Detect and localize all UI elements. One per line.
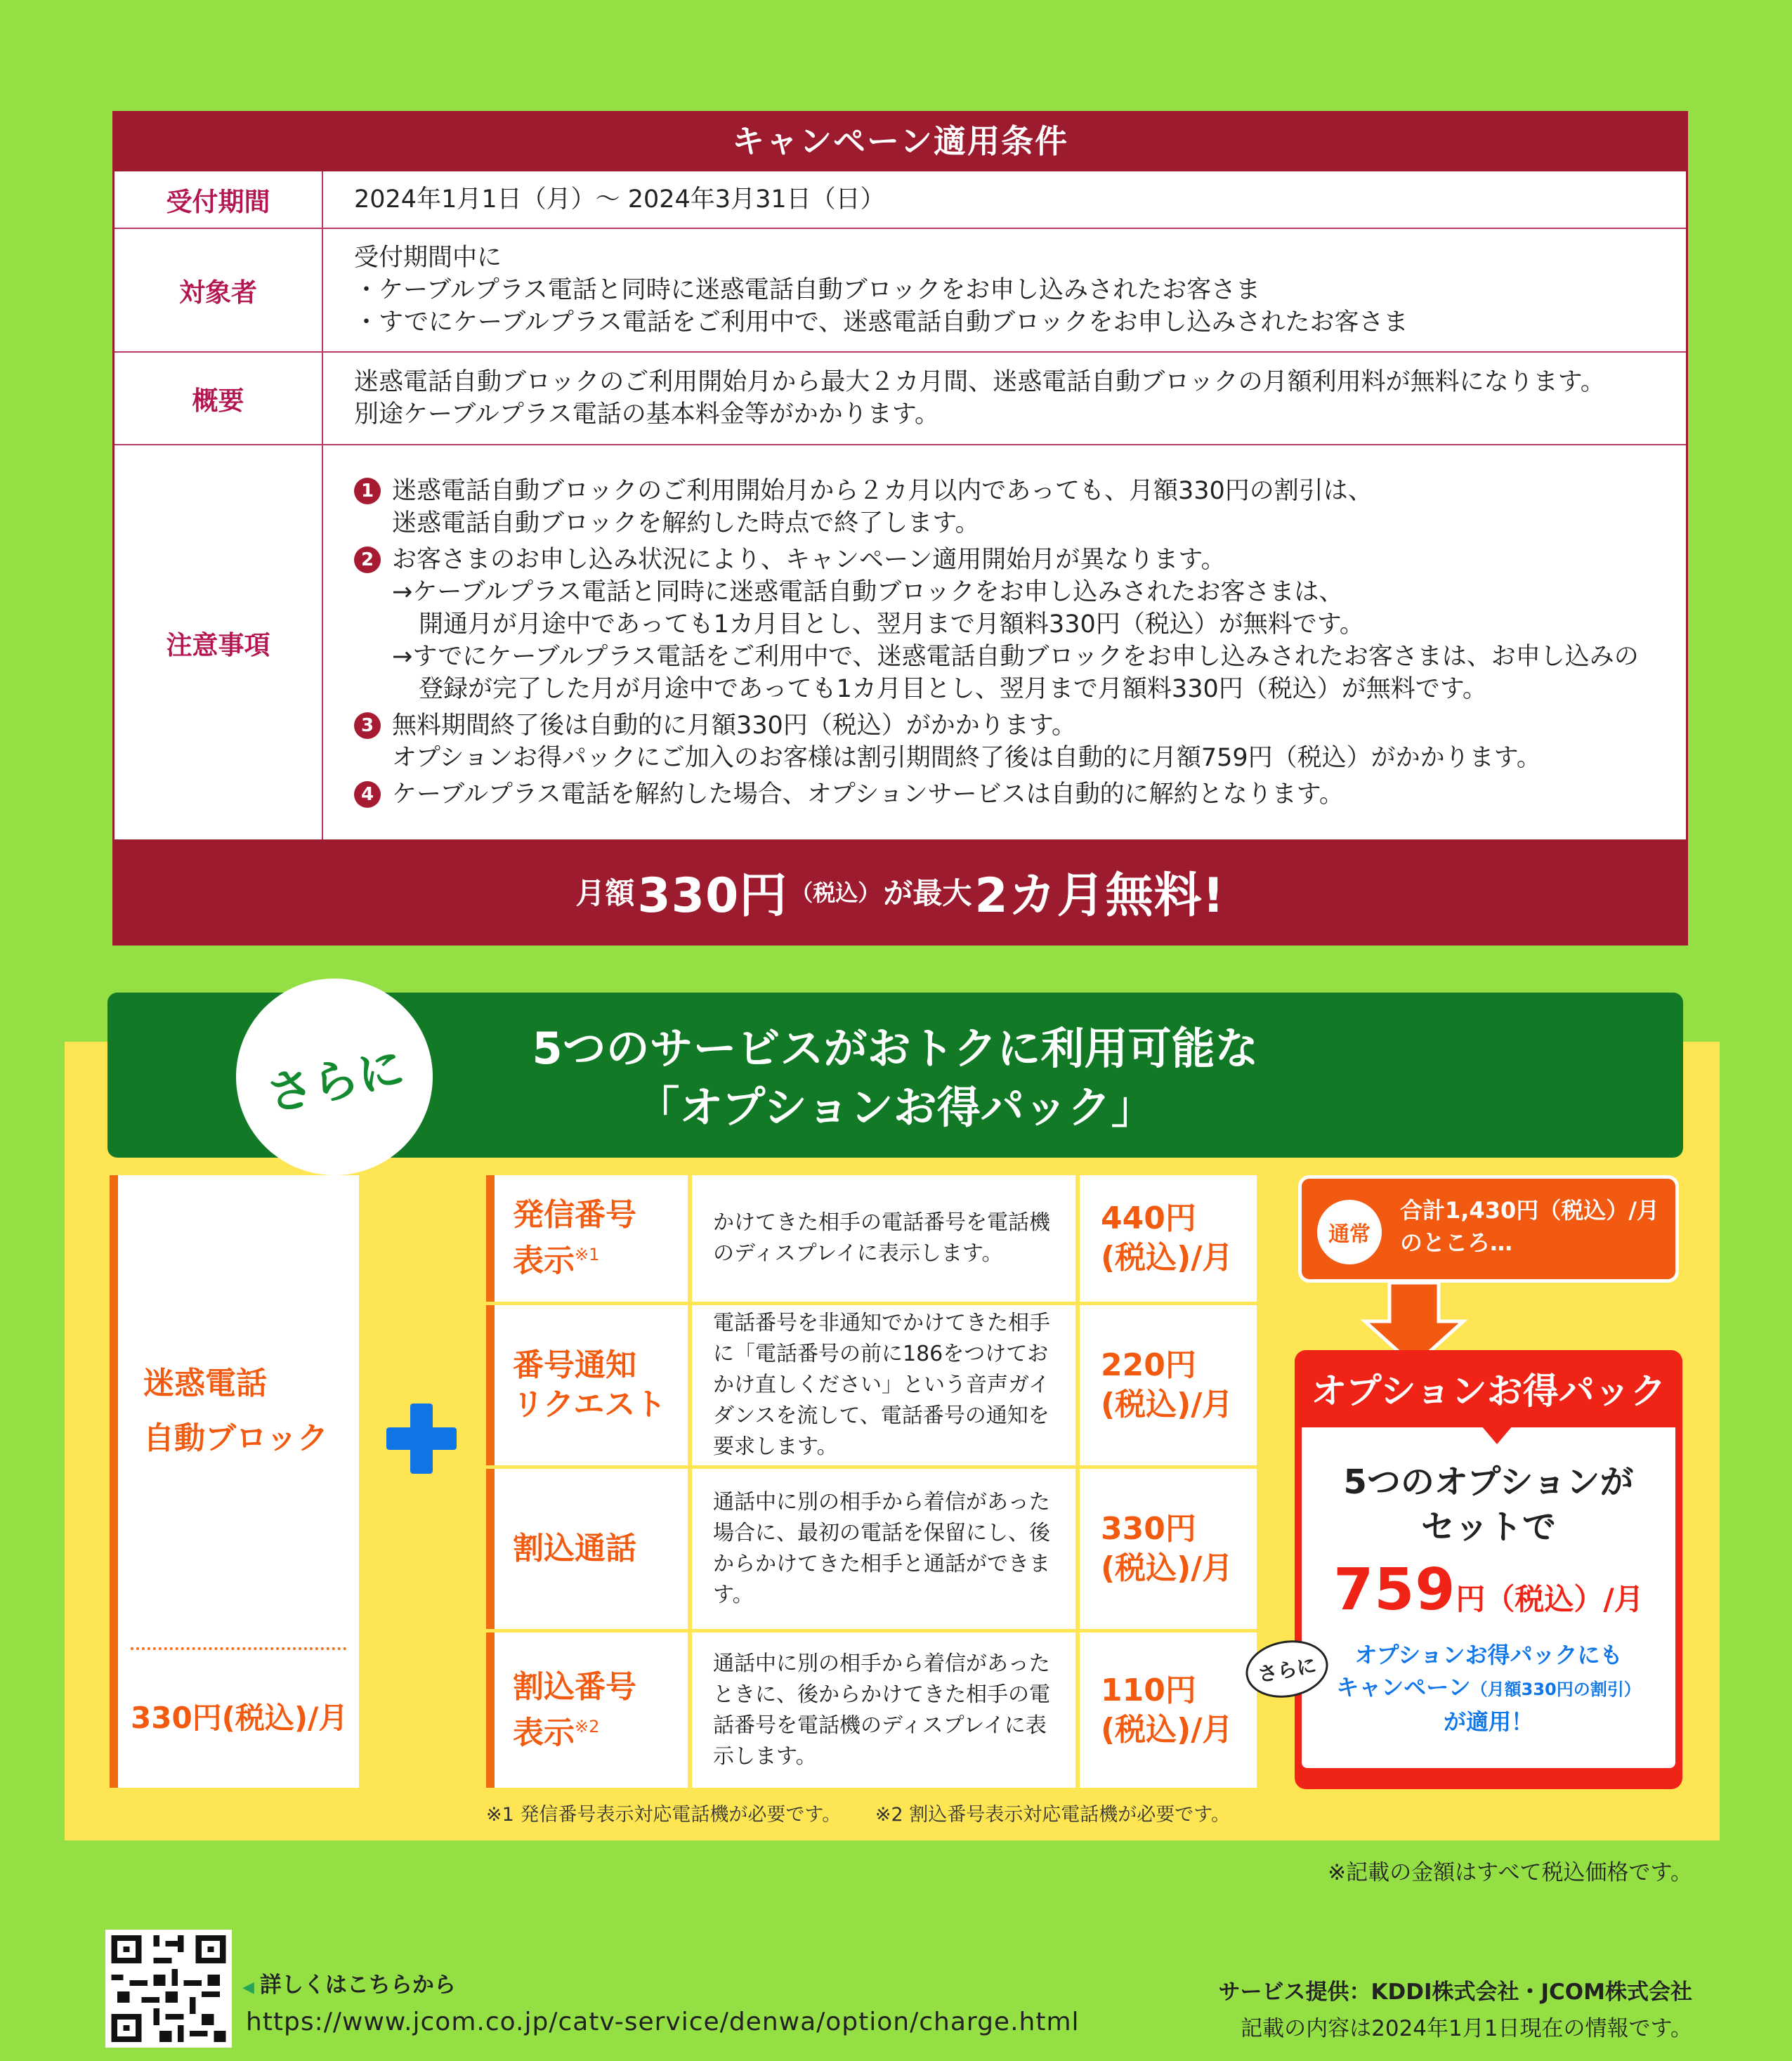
- note-text: オプションお得パックにご加入のお客様は割引期間終了後は自動的に月額759円（税込）がかかります。: [392, 743, 1541, 772]
- period-value: 2024年1月1日（月）〜 2024年3月31日（日）: [354, 185, 885, 214]
- base-service-name: 自動ブロック: [143, 1420, 329, 1456]
- note-text: ケーブルプラス電話を解約した場合、オプションサービスは自動的に解約となります。: [392, 780, 1344, 809]
- pack-price: [1302, 1557, 1675, 1623]
- campaign-table: [115, 171, 1686, 839]
- service-provider: サービス提供：KDDI株式会社・JCOM株式会社: [1218, 1980, 1692, 2005]
- footnote: ※1 発信番号表示対応電話機が必要です。: [486, 1804, 842, 1826]
- target-line: ・すでにケーブルプラス電話をご利用中で、迷惑電話自動ブロックをお申し込みされたお客さま: [354, 308, 1408, 336]
- info-url-link[interactable]: https://www.jcom.co.jp/catv-service/denwa/option/charge.html: [246, 2008, 1080, 2036]
- row-notes: [115, 444, 1686, 839]
- banner-line: 5つのサービスがおトクに利用可能な: [532, 1023, 1259, 1074]
- service-row: [486, 1305, 1257, 1465]
- plus-icon: [386, 1404, 457, 1474]
- target-label: 対象者: [115, 229, 323, 351]
- usual-price-box: [1298, 1175, 1679, 1283]
- campaign-title: キャンペーン適用条件: [731, 122, 1069, 160]
- note-text: 無料期間終了後は自動的に月額330円（税込）がかかります。: [392, 711, 1077, 740]
- banner-line: 「オプションお得パック」: [636, 1082, 1155, 1133]
- note-1: [354, 475, 1686, 507]
- target-line: ・ケーブルプラス電話と同時に迷惑電話自動ブロックをお申し込みされたお客さま: [354, 276, 1261, 304]
- as-of-date: 記載の内容は2024年1月1日現在の情報です。: [1241, 2016, 1692, 2041]
- note-4: [354, 778, 1686, 811]
- service-row: [486, 1469, 1257, 1629]
- service-desc: 電話番号を非通知でかけてきた相手に「電話番号の前に186をつけておかけ直しください」という音声ガイダンスを流して、電話番号の通知を要求します。: [692, 1305, 1075, 1465]
- headline-part: （税込）: [790, 879, 881, 906]
- note-text: 開通月が月途中であっても1カ月目とし、翌月まで月額料330円（税込）が無料です。: [419, 610, 1364, 639]
- note-text: 登録が完了した月が月途中であっても1カ月目とし、翌月まで月額料330円（税込）が無料です。: [419, 674, 1487, 703]
- footnote-mark: ※1: [575, 1245, 600, 1265]
- pack-price-unit: 円（税込）/月: [1456, 1582, 1644, 1616]
- triangle-left-icon: ◀: [242, 1979, 254, 1996]
- note-text: 迷惑電話自動ブロックを解約した時点で終了します。: [392, 509, 980, 537]
- usual-line: のところ…: [1400, 1229, 1513, 1256]
- summary-line: 別途ケーブルプラス電話の基本料金等がかかります。: [354, 400, 940, 428]
- sarani-badge: さらに: [218, 960, 451, 1193]
- service-price: 440円: [1101, 1200, 1196, 1236]
- service-name: 番号通知: [513, 1347, 636, 1383]
- campaign-headline: [115, 839, 1686, 943]
- service-price-unit: (税込)/月: [1101, 1240, 1234, 1276]
- headline-price: 330円: [637, 868, 788, 924]
- option-pack-box: [1295, 1350, 1682, 1789]
- more-info-text: 詳しくはこちらから: [259, 1972, 456, 1998]
- note-text: →ケーブルプラス電話と同時に迷惑電話自動ブロックをお申し込みされたお客さまは、: [392, 577, 1344, 606]
- footnote-mark: ※2: [575, 1716, 600, 1736]
- summary-line: 迷惑電話自動ブロックのご利用開始月から最大２カ月間、迷惑電話自動ブロックの月額利用料が無料になります。: [354, 368, 1605, 396]
- service-desc: 通話中に別の相手から着信があった場合に、最初の電話を保留にし、後からかけてきた相手と通話ができます。: [692, 1469, 1075, 1629]
- headline-part: 月額: [575, 876, 635, 910]
- service-desc: かけてきた相手の電話番号を電話機のディスプレイに表示します。: [692, 1175, 1075, 1302]
- pack-title: オプションお得パック: [1311, 1371, 1666, 1413]
- number-1-icon: 1: [354, 478, 381, 504]
- row-target: [115, 228, 1686, 351]
- base-service-name: 迷惑電話: [143, 1366, 267, 1401]
- base-service-card: [110, 1175, 359, 1788]
- service-name: 発信番号: [513, 1197, 636, 1234]
- service-name: 割込番号: [513, 1668, 636, 1705]
- notes-label: 注意事項: [115, 445, 323, 839]
- headline-part: が最大: [883, 876, 972, 910]
- note-text: お客さまのお申し込み状況により、キャンペーン適用開始月が異なります。: [392, 545, 1226, 574]
- number-4-icon: 4: [354, 781, 381, 808]
- sarani-bubble: さらに: [1241, 1634, 1333, 1703]
- summary-label: 概要: [115, 353, 323, 444]
- pack-line: セットで: [1420, 1507, 1556, 1547]
- service-price: 220円: [1101, 1347, 1196, 1383]
- service-name: リクエスト: [513, 1387, 667, 1422]
- service-name: 表示: [513, 1243, 575, 1279]
- note-3: [354, 709, 1686, 742]
- divider: [131, 1647, 346, 1650]
- pack-line: 5つのオプションが: [1343, 1463, 1634, 1502]
- tax-note: ※記載の金額はすべて税込価格です。: [1328, 1860, 1692, 1885]
- service-desc: 通話中に別の相手から着信があったときに、後からかけてきた相手の電話番号を電話機のディスプレイに表示します。: [692, 1633, 1075, 1788]
- footnotes: [486, 1799, 1230, 1826]
- pack-campaign: [1302, 1639, 1675, 1738]
- pack-campaign-line: オプションお得パックにも: [1354, 1642, 1623, 1668]
- row-summary: [115, 351, 1686, 444]
- campaign-conditions: [112, 111, 1688, 946]
- service-price-unit: (税込)/月: [1101, 1711, 1234, 1748]
- service-price-unit: (税込)/月: [1101, 1550, 1234, 1586]
- period-label: 受付期間: [115, 171, 323, 228]
- service-price-unit: (税込)/月: [1101, 1387, 1234, 1422]
- row-period: [115, 171, 1686, 228]
- usual-line: 合計1,430円（税込）/月: [1400, 1197, 1659, 1224]
- headline-free: 2カ月無料!: [974, 868, 1225, 924]
- more-info: [242, 1967, 456, 1998]
- service-row: [486, 1633, 1257, 1788]
- service-price: 110円: [1101, 1672, 1196, 1708]
- usual-badge: 通常: [1317, 1200, 1382, 1264]
- pack-campaign-detail: （月額330円の割引）: [1470, 1680, 1641, 1699]
- service-name: 割込通話: [513, 1531, 636, 1566]
- notch: [1482, 1426, 1512, 1444]
- qr-code[interactable]: [105, 1930, 232, 2048]
- service-price: 330円: [1101, 1511, 1196, 1547]
- base-service-price: 330円(税込)/月: [131, 1701, 348, 1735]
- service-row: [486, 1175, 1257, 1302]
- pack-campaign-line: キャンペーン: [1336, 1674, 1471, 1701]
- note-text: →すでにケーブルプラス電話をご利用中で、迷惑電話自動ブロックをお申し込みされたお客さまは、お申し込みの: [392, 642, 1639, 671]
- footnote: ※2 割込番号表示対応電話機が必要です。: [875, 1804, 1231, 1826]
- number-3-icon: 3: [354, 712, 381, 739]
- service-name: 表示: [513, 1715, 575, 1751]
- pack-campaign-line: が適用！: [1443, 1708, 1533, 1735]
- note-2: [354, 544, 1686, 576]
- number-2-icon: 2: [354, 547, 381, 573]
- target-line: 受付期間中に: [354, 244, 502, 272]
- pack-price-number: 759: [1333, 1557, 1456, 1623]
- note-text: 迷惑電話自動ブロックのご利用開始月から２カ月以内であっても、月額330円の割引は、: [392, 476, 1373, 505]
